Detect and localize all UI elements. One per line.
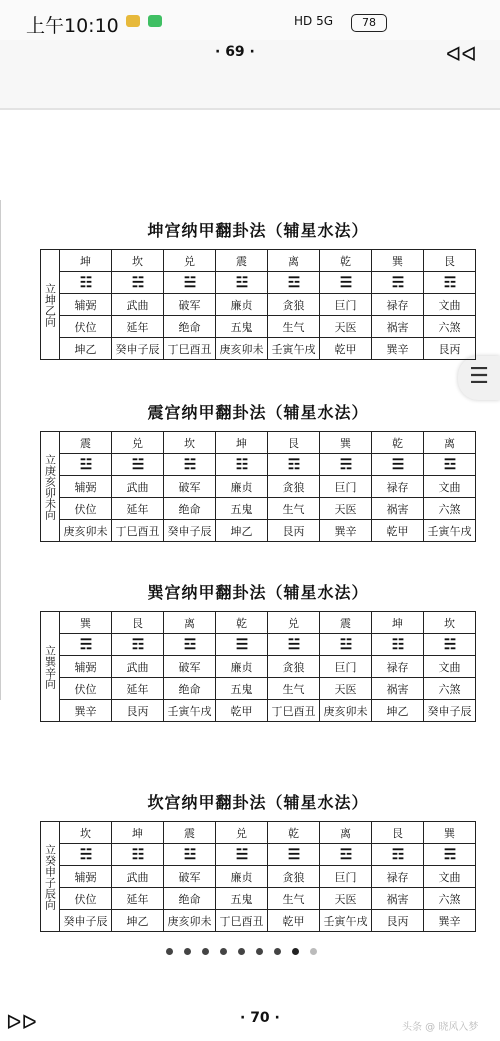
hexagram-icon: ☵ [60,844,112,866]
table-cell: 辅弼 [60,656,112,678]
table-cell: 破军 [164,866,216,888]
table-cell: 癸申子辰 [112,338,164,360]
side-label: 立庚亥卯未向 [41,432,60,542]
table-cell: 坤乙 [112,910,164,932]
table-cell: 武曲 [112,656,164,678]
hexagram-icon: ☷ [372,634,424,656]
hexagram-icon: ☶ [372,844,424,866]
table-cell: 绝命 [164,678,216,700]
table-cell: 文曲 [424,476,476,498]
table-row [41,822,476,844]
page-dot-active[interactable] [292,948,299,955]
table-row [41,866,476,888]
table-cell: 贪狼 [268,476,320,498]
hexagram-icon: ☴ [424,844,476,866]
table-cell: 贪狼 [268,866,320,888]
table-row [41,888,476,910]
table-row [41,634,476,656]
table-cell: 坤 [372,612,424,634]
table-cell: 武曲 [112,294,164,316]
table-cell: 六煞 [424,678,476,700]
table-cell: 巨门 [320,476,372,498]
table-cell: 兑 [112,432,164,454]
table-cell: 绝命 [164,888,216,910]
table-cell: 艮 [372,822,424,844]
table-cell: 生气 [268,888,320,910]
hexagram-icon: ☳ [164,844,216,866]
back-arrows-icon[interactable]: ᐊᐊ [446,42,477,66]
hexagram-icon: ☷ [60,272,112,294]
table-row [41,498,476,520]
table-cell: 五鬼 [216,498,268,520]
table-cell: 生气 [268,316,320,338]
table-cell: 破军 [164,294,216,316]
table-cell: 癸申子辰 [60,910,112,932]
table-cell: 丁巳酉丑 [268,700,320,722]
table-cell: 巽 [320,432,372,454]
hexagram-icon: ☶ [112,634,164,656]
table-cell: 坎 [424,612,476,634]
table-cell: 坤乙 [216,520,268,542]
table-cell: 文曲 [424,866,476,888]
table-cell: 廉贞 [216,476,268,498]
side-label: 立癸申子辰向 [41,822,60,932]
table-cell: 五鬼 [216,888,268,910]
forward-arrows-icon[interactable]: ᐅᐅ [6,1010,37,1034]
table-row [41,476,476,498]
table-cell: 巽辛 [372,338,424,360]
table-cell: 庚亥卯未 [216,338,268,360]
battery-indicator: 78 [351,14,387,32]
table-cell: 绝命 [164,498,216,520]
hexagram-icon: ☳ [320,634,372,656]
table-cell: 巽辛 [424,910,476,932]
page-number-bottom: · 70 · [240,1010,280,1026]
table-cell: 廉贞 [216,294,268,316]
hexagram-icon: ☲ [164,634,216,656]
table-cell: 坤乙 [372,700,424,722]
table-cell: 伏位 [60,316,112,338]
table-row [41,612,476,634]
hexagram-icon: ☷ [112,844,164,866]
signal-icon: HD 5G [294,14,334,28]
table-cell: 禄存 [372,866,424,888]
table-cell: 乾 [216,612,268,634]
hexagram-icon: ☵ [424,634,476,656]
table-cell: 乾 [268,822,320,844]
table-cell: 离 [424,432,476,454]
page-dot[interactable] [220,948,227,955]
table-cell: 破军 [164,656,216,678]
table-cell: 乾甲 [372,520,424,542]
table-cell: 祸害 [372,888,424,910]
page-divider [0,108,500,110]
table-row [41,272,476,294]
table-cell: 祸害 [372,678,424,700]
page-number-top: · 69 · [215,44,255,60]
section-title: 坤宫纳甲翻卦法（辅星水法） [147,221,369,240]
table-cell: 巨门 [320,656,372,678]
table-cell: 艮 [268,432,320,454]
hexagram-icon: ☲ [320,844,372,866]
table-cell: 天医 [320,678,372,700]
table-row [41,844,476,866]
bagua-table [40,611,476,722]
bagua-table [40,249,476,360]
page-dot[interactable] [274,948,281,955]
table-cell: 兑 [216,822,268,844]
table-cell: 兑 [268,612,320,634]
table-cell: 坎 [164,432,216,454]
table-cell: 延年 [112,316,164,338]
table-cell: 贪狼 [268,656,320,678]
table-cell: 生气 [268,498,320,520]
table-cell: 绝命 [164,316,216,338]
table-cell: 武曲 [112,866,164,888]
hexagram-icon: ☱ [112,454,164,476]
table-cell: 坤 [112,822,164,844]
table-cell: 贪狼 [268,294,320,316]
notes-app-icon [126,15,140,27]
table-cell: 离 [268,250,320,272]
menu-tab-icon[interactable]: ☰ [458,356,500,400]
table-cell: 壬寅午戌 [268,338,320,360]
table-cell: 天医 [320,888,372,910]
table-cell: 巽辛 [320,520,372,542]
hexagram-icon: ☴ [60,634,112,656]
table-cell: 伏位 [60,888,112,910]
table-cell: 禄存 [372,294,424,316]
table-cell: 巽 [60,612,112,634]
table-cell: 壬寅午戌 [320,910,372,932]
page-dot[interactable] [184,948,191,955]
chat-app-icon [148,15,162,27]
table-cell: 乾甲 [320,338,372,360]
hexagram-icon: ☰ [216,634,268,656]
section-title: 坎宫纳甲翻卦法（辅星水法） [147,793,369,812]
table-cell: 丁巳酉丑 [164,338,216,360]
table-cell: 六煞 [424,316,476,338]
table-cell: 辅弼 [60,866,112,888]
table-section [40,790,476,932]
page-edge [0,200,1,700]
table-cell: 震 [320,612,372,634]
hexagram-icon: ☵ [164,454,216,476]
table-cell: 兑 [164,250,216,272]
hexagram-icon: ☰ [320,272,372,294]
table-cell: 艮 [424,250,476,272]
table-cell: 坤 [60,250,112,272]
table-section [40,218,476,360]
table-cell: 乾甲 [268,910,320,932]
side-label: 立巽辛向 [41,612,60,722]
table-cell: 巽辛 [60,700,112,722]
table-cell: 五鬼 [216,678,268,700]
hexagram-icon: ☶ [424,272,476,294]
table-cell: 艮丙 [112,700,164,722]
table-cell: 丁巳酉丑 [112,520,164,542]
hexagram-icon: ☱ [216,844,268,866]
table-cell: 乾 [320,250,372,272]
table-row [41,454,476,476]
table-cell: 壬寅午戌 [424,520,476,542]
bagua-table [40,821,476,932]
hexagram-icon: ☰ [372,454,424,476]
table-cell: 艮丙 [424,338,476,360]
table-cell: 震 [216,250,268,272]
hexagram-icon: ☱ [164,272,216,294]
table-cell: 癸申子辰 [424,700,476,722]
table-cell: 巨门 [320,866,372,888]
table-row [41,338,476,360]
hexagram-icon: ☴ [320,454,372,476]
table-cell: 坤 [216,432,268,454]
section-title: 震宫纳甲翻卦法（辅星水法） [147,403,369,422]
hexagram-icon: ☰ [268,844,320,866]
table-cell: 坎 [60,822,112,844]
table-row [41,294,476,316]
table-row [41,520,476,542]
table-cell: 艮丙 [372,910,424,932]
table-cell: 巽 [372,250,424,272]
bagua-table [40,431,476,542]
page-dot[interactable] [256,948,263,955]
table-row [41,910,476,932]
table-row [41,316,476,338]
section-title: 巽宫纳甲翻卦法（辅星水法） [147,583,369,602]
page-indicator[interactable] [166,948,317,955]
table-cell: 庚亥卯未 [60,520,112,542]
table-cell: 伏位 [60,678,112,700]
table-cell: 震 [164,822,216,844]
hexagram-icon: ☴ [372,272,424,294]
table-cell: 震 [60,432,112,454]
table-cell: 禄存 [372,656,424,678]
hexagram-icon: ☲ [268,272,320,294]
hexagram-icon: ☳ [216,272,268,294]
table-cell: 辅弼 [60,294,112,316]
table-cell: 乾甲 [216,700,268,722]
table-cell: 庚亥卯未 [164,910,216,932]
table-cell: 天医 [320,316,372,338]
table-cell: 坤乙 [60,338,112,360]
side-label: 立坤乙向 [41,250,60,360]
table-cell: 延年 [112,888,164,910]
table-cell: 祸害 [372,316,424,338]
hexagram-icon: ☶ [268,454,320,476]
table-row [41,432,476,454]
table-cell: 六煞 [424,498,476,520]
watermark: 头条 @ 晓风入梦 [402,1022,479,1033]
table-cell: 廉贞 [216,656,268,678]
hexagram-icon: ☳ [60,454,112,476]
table-cell: 天医 [320,498,372,520]
table-cell: 乾 [372,432,424,454]
table-row [41,678,476,700]
table-cell: 廉贞 [216,866,268,888]
table-cell: 艮丙 [268,520,320,542]
table-cell: 庚亥卯未 [320,700,372,722]
table-cell: 辅弼 [60,476,112,498]
table-cell: 延年 [112,498,164,520]
table-cell: 文曲 [424,294,476,316]
table-cell: 坎 [112,250,164,272]
page-dot[interactable] [310,948,317,955]
table-section [40,400,476,542]
table-cell: 离 [320,822,372,844]
table-row [41,656,476,678]
table-cell: 巨门 [320,294,372,316]
table-cell: 六煞 [424,888,476,910]
page-dot[interactable] [202,948,209,955]
table-cell: 生气 [268,678,320,700]
table-row [41,700,476,722]
table-cell: 延年 [112,678,164,700]
table-cell: 丁巳酉丑 [216,910,268,932]
table-cell: 艮 [112,612,164,634]
table-cell: 祸害 [372,498,424,520]
table-cell: 文曲 [424,656,476,678]
page-dot[interactable] [238,948,245,955]
status-bar [0,0,500,40]
table-section [40,580,476,722]
table-row [41,250,476,272]
table-cell: 破军 [164,476,216,498]
table-cell: 伏位 [60,498,112,520]
hexagram-icon: ☲ [424,454,476,476]
status-time: 上午10:10 [26,15,119,37]
table-cell: 癸申子辰 [164,520,216,542]
table-cell: 巽 [424,822,476,844]
table-cell: 离 [164,612,216,634]
table-cell: 壬寅午戌 [164,700,216,722]
hexagram-icon: ☱ [268,634,320,656]
table-cell: 禄存 [372,476,424,498]
hexagram-icon: ☵ [112,272,164,294]
hexagram-icon: ☷ [216,454,268,476]
table-cell: 武曲 [112,476,164,498]
page-dot[interactable] [166,948,173,955]
table-cell: 五鬼 [216,316,268,338]
